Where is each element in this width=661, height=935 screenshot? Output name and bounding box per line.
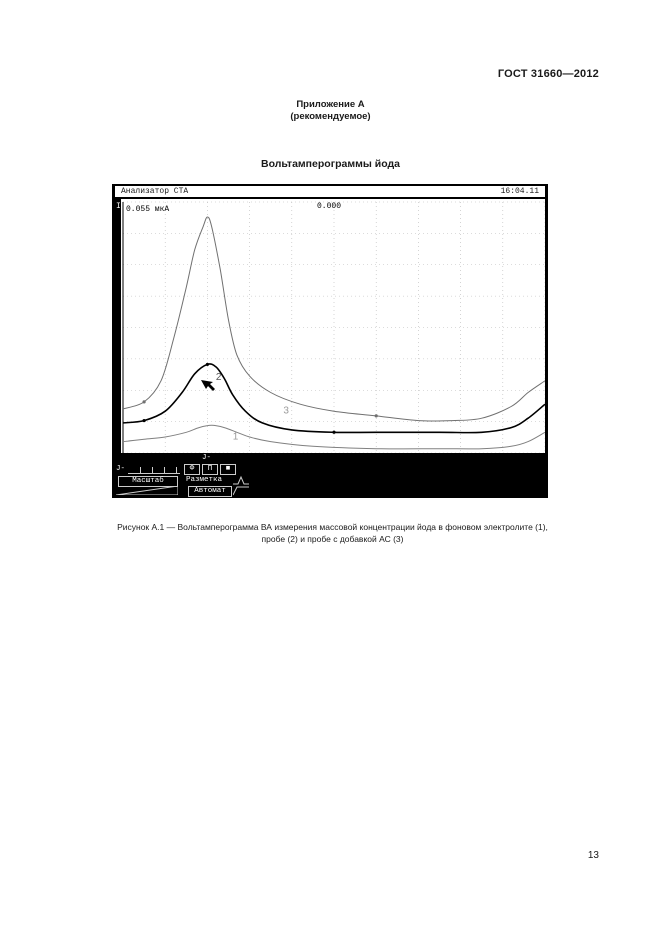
mode-button-p[interactable]: П bbox=[202, 464, 218, 475]
series-label-3: 3 bbox=[283, 405, 289, 417]
axis-label: J- bbox=[202, 454, 212, 462]
appendix-note: (рекомендуемое) bbox=[290, 111, 371, 122]
chart-grid bbox=[123, 202, 545, 453]
peak-shape-icon bbox=[233, 475, 249, 485]
scale-button[interactable]: Масштаб bbox=[118, 476, 178, 487]
readout-value: 0.000 bbox=[317, 202, 342, 211]
cursor-marker: I bbox=[116, 202, 121, 211]
series-marker-2 bbox=[143, 419, 146, 422]
mouse-cursor-icon bbox=[201, 380, 215, 391]
clock: 16:04.11 bbox=[500, 187, 539, 196]
app-title: Анализатор СТА bbox=[121, 187, 189, 196]
page-number: 13 bbox=[587, 850, 599, 861]
series-label-1: 1 bbox=[232, 431, 239, 443]
series-marker-2 bbox=[332, 431, 335, 434]
figure-caption bbox=[60, 521, 605, 545]
series-marker-3 bbox=[143, 400, 146, 403]
scale-ramp-icon bbox=[116, 486, 178, 495]
standard-number: ГОСТ 31660—2012 bbox=[497, 68, 599, 80]
scale-ticks bbox=[128, 465, 180, 474]
scale-value: 0.055 мкА bbox=[126, 205, 170, 214]
figure-title: Вольтамперограммы йода bbox=[261, 158, 400, 170]
voltammogram-chart bbox=[115, 199, 545, 453]
markup-button[interactable]: Разметка bbox=[186, 476, 223, 484]
left-scale-bar bbox=[115, 199, 121, 453]
left-label: J- bbox=[116, 465, 126, 473]
series-marker-2 bbox=[206, 363, 209, 366]
series-label-2: 2 bbox=[215, 371, 222, 383]
caption-line-2: пробе (2) и пробе с добавкой АС (3) bbox=[261, 534, 404, 544]
caption-line-1: Рисунок А.1 — Вольтамперограмма ВА измерения массовой концентрации йода в фоновом электролите (1), bbox=[117, 522, 548, 532]
slope-icon bbox=[233, 486, 249, 496]
plot-area bbox=[115, 199, 545, 453]
app-titlebar bbox=[115, 186, 545, 197]
analyzer-screenshot bbox=[112, 184, 548, 498]
mode-button-square[interactable]: ■ bbox=[220, 464, 236, 475]
auto-button[interactable]: Автомат bbox=[188, 486, 232, 497]
mode-button-f[interactable]: Ф bbox=[184, 464, 200, 475]
appendix-heading bbox=[0, 99, 661, 123]
mode-buttons bbox=[184, 464, 236, 474]
series-marker-3 bbox=[375, 414, 378, 417]
appendix-title: Приложение А bbox=[296, 99, 365, 110]
series-line-1 bbox=[123, 425, 545, 449]
